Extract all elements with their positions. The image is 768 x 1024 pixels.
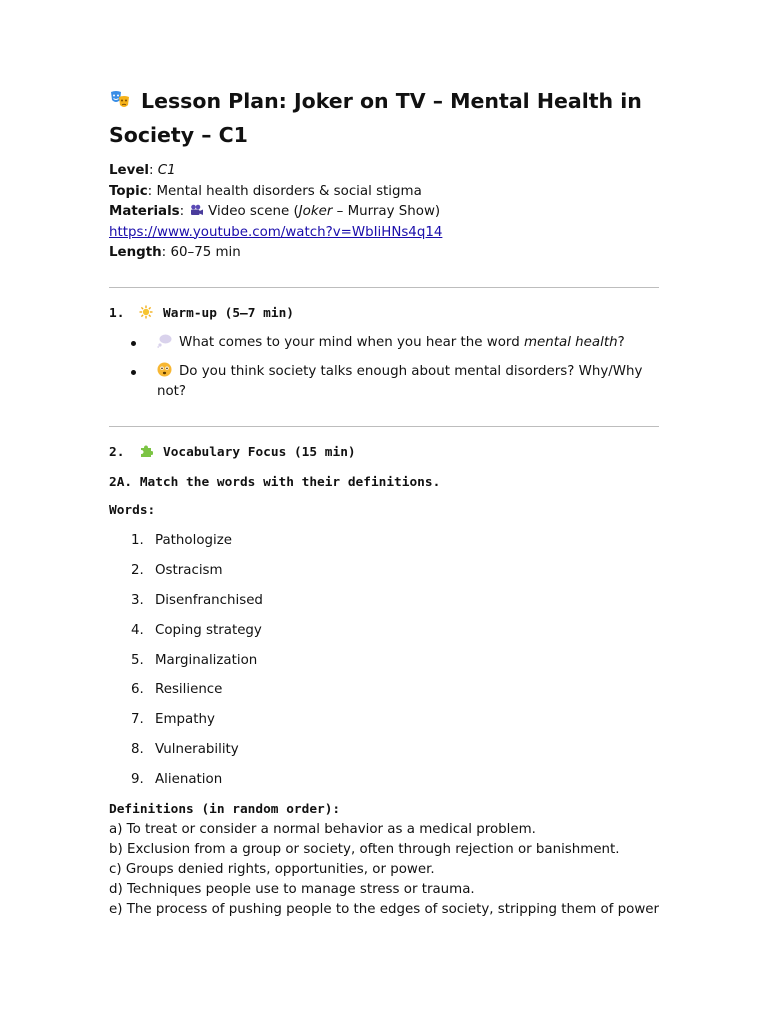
thought-bubble-icon bbox=[157, 333, 172, 348]
word-text: Resilience bbox=[155, 682, 223, 698]
lesson-meta bbox=[109, 161, 442, 264]
list-number: 9. bbox=[131, 772, 144, 788]
bullet-dot bbox=[131, 341, 136, 346]
list-item bbox=[131, 531, 263, 561]
definition-item: e) The process of pushing people to the edges of society, stripping them of power bbox=[109, 902, 660, 917]
warm-up-questions bbox=[131, 333, 659, 411]
list-item bbox=[131, 561, 263, 591]
sun-icon bbox=[139, 305, 153, 319]
list-number: 8. bbox=[131, 742, 144, 758]
definition-item: a) To treat or consider a normal behavior as a medical problem. bbox=[109, 822, 536, 837]
definition-item: c) Groups denied rights, opportunities, or power. bbox=[109, 862, 435, 877]
list-item bbox=[131, 740, 263, 770]
list-item: What comes to your mind when you hear the word mental health? bbox=[131, 333, 659, 353]
word-text: Vulnerability bbox=[155, 742, 239, 758]
word-text: Empathy bbox=[155, 712, 215, 728]
divider bbox=[109, 287, 659, 288]
theater-masks-icon bbox=[109, 89, 131, 111]
section-warm-up-heading: 1. Warm-up (5–7 min) bbox=[109, 306, 294, 321]
meta-level: Level: C1 bbox=[109, 163, 176, 178]
puzzle-piece-icon bbox=[139, 444, 153, 458]
divider bbox=[109, 426, 659, 427]
word-text: Marginalization bbox=[155, 652, 258, 668]
word-text: Coping strategy bbox=[155, 622, 262, 638]
meta-materials: Materials: Video scene (Joker – Murray Show) bbox=[109, 204, 441, 219]
list-item bbox=[131, 621, 263, 651]
bullet-dot bbox=[131, 370, 136, 375]
list-number: 2. bbox=[131, 562, 144, 578]
section-vocabulary-heading: 2. Vocabulary Focus (15 min) bbox=[109, 445, 356, 460]
word-text: Pathologize bbox=[155, 533, 233, 548]
definitions-label: Definitions (in random order): bbox=[109, 802, 341, 817]
vocabulary-subtitle: 2A. Match the words with their definitions. bbox=[109, 475, 441, 490]
worried-face-icon bbox=[157, 362, 172, 377]
page-title bbox=[109, 84, 659, 152]
definitions-list bbox=[109, 820, 669, 920]
word-text: Alienation bbox=[155, 772, 223, 788]
list-item: Do you think society talks enough about mental disorders? Why/Why not? bbox=[131, 362, 659, 402]
list-number: 1. bbox=[131, 533, 144, 548]
words-list bbox=[131, 531, 263, 800]
list-item bbox=[131, 651, 263, 681]
video-camera-icon bbox=[190, 204, 204, 216]
word-text: Disenfranchised bbox=[155, 592, 263, 608]
words-label: Words: bbox=[109, 503, 156, 518]
definitions-block bbox=[109, 800, 669, 920]
meta-topic: Topic: Mental health disorders & social stigma bbox=[109, 183, 422, 199]
list-number: 7. bbox=[131, 712, 144, 728]
list-number: 3. bbox=[131, 592, 144, 608]
word-text: Ostracism bbox=[155, 562, 223, 578]
list-item bbox=[131, 710, 263, 740]
page-title-text: Lesson Plan: Joker on TV – Mental Health in Society – C1 bbox=[109, 89, 642, 147]
list-number: 6. bbox=[131, 682, 144, 698]
video-link[interactable]: https://www.youtube.com/watch?v=WbIiHNs4q14 bbox=[109, 224, 443, 240]
definition-item: b) Exclusion from a group or society, often through rejection or banishment. bbox=[109, 842, 620, 857]
meta-length: Length: 60–75 min bbox=[109, 245, 241, 260]
list-number: 5. bbox=[131, 652, 144, 668]
list-item bbox=[131, 591, 263, 621]
list-item bbox=[131, 770, 263, 800]
list-item bbox=[131, 680, 263, 710]
definition-item: d) Techniques people use to manage stress or trauma. bbox=[109, 882, 475, 897]
list-number: 4. bbox=[131, 622, 144, 638]
